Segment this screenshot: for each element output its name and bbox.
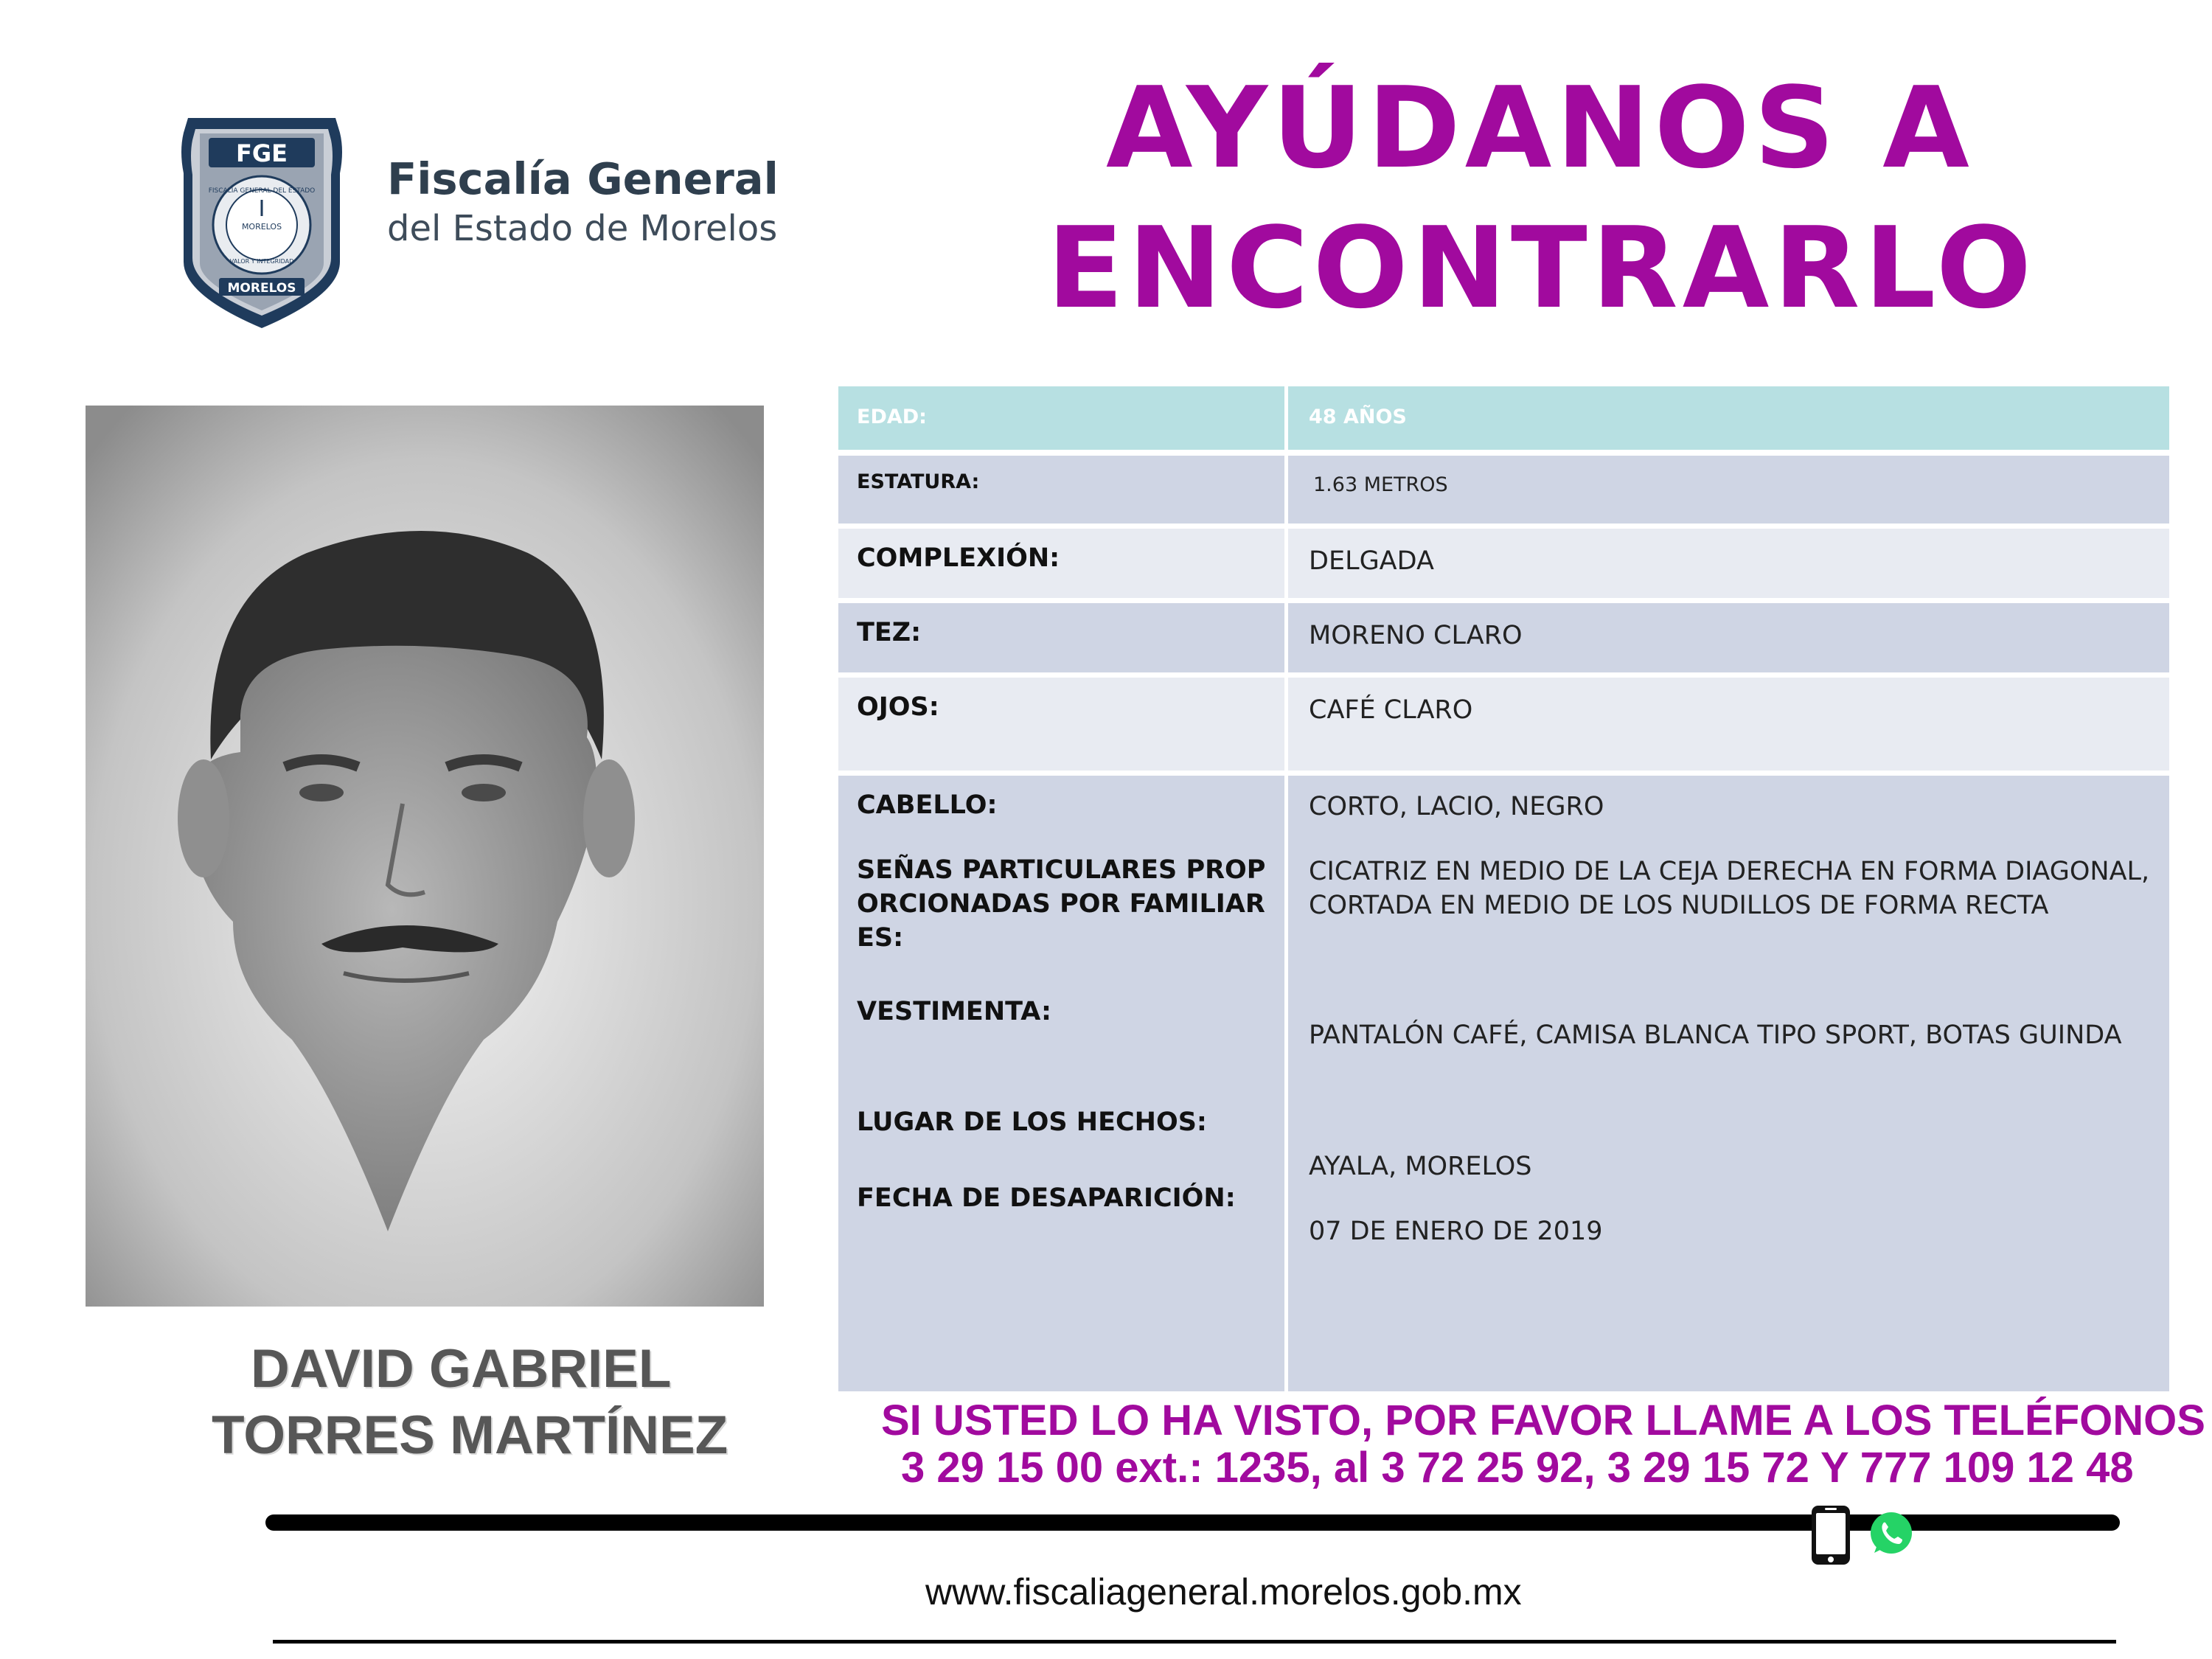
row-estatura-value-cell [1288, 456, 2169, 524]
row-ojos-label-cell [838, 678, 1284, 771]
edad-value: 48 AÑOS [1309, 406, 1407, 428]
fge-badge-logo [173, 107, 350, 335]
website-link[interactable]: www.fiscaliageneral.morelos.gob.mx [925, 1571, 1522, 1613]
details-table [838, 386, 2169, 1391]
row-edad-value-cell [1288, 386, 2169, 450]
details-block-values [1288, 776, 2169, 1391]
phone-numbers: 3 29 15 00 ext.: 1235, al 3 72 25 92, 3 29 15 72 Y 777 109 12 48 [901, 1444, 2134, 1492]
details-block-labels [838, 776, 1284, 1391]
senas-label-line-3: ES: [857, 923, 904, 953]
tez-value: MORENO CLARO [1309, 621, 1523, 650]
person-name-line-1: DAVID GABRIEL [251, 1339, 672, 1399]
headline-line-2: ENCONTRARLO [1047, 203, 2037, 333]
row-complexion-label-cell [838, 529, 1284, 598]
lugar-value: AYALA, MORELOS [1309, 1152, 1532, 1181]
row-complexion-value-cell [1288, 529, 2169, 598]
cabello-value: CORTO, LACIO, NEGRO [1309, 792, 1604, 821]
senas-value-line-2: CORTADA EN MEDIO DE LOS NUDILLOS DE FORMA RECTA [1309, 891, 2049, 920]
headline-line-1: AYÚDANOS A [1106, 63, 1974, 193]
person-name-line-2: TORRES MARTÍNEZ [212, 1405, 728, 1465]
estatura-label: ESTATURA: [857, 470, 980, 493]
row-edad-label-cell [838, 386, 1284, 450]
complexion-label: COMPLEXIÓN: [857, 543, 1060, 573]
fecha-value: 07 DE ENERO DE 2019 [1309, 1217, 1603, 1246]
org-name: Fiscalía General [387, 153, 779, 204]
senas-label-line-1: SEÑAS PARTICULARES PROP [857, 855, 1266, 885]
divider-thin [273, 1640, 2116, 1644]
tez-label: TEZ: [857, 618, 922, 647]
estatura-value: 1.63 METROS [1313, 473, 1448, 496]
lugar-label: LUGAR DE LOS HECHOS: [857, 1107, 1207, 1137]
ojos-label: OJOS: [857, 692, 939, 722]
call-to-action-text: SI USTED LO HA VISTO, POR FAVOR LLAME A LOS TELÉFONOS [881, 1397, 2205, 1444]
badge-motto-text: VALOR Y INTEGRIDAD [229, 258, 294, 265]
row-ojos-value-cell [1288, 678, 2169, 771]
row-tez-value-cell [1288, 603, 2169, 672]
badge-ring-text: FISCALÍA GENERAL DEL ESTADO [208, 187, 316, 195]
cabello-label: CABELLO: [857, 790, 998, 820]
ojos-value: CAFÉ CLARO [1309, 695, 1473, 725]
fecha-label: FECHA DE DESAPARICIÓN: [857, 1183, 1236, 1213]
badge-top-text: FGE [236, 139, 288, 167]
badge-bottom-text: MORELOS [227, 281, 296, 296]
whatsapp-icon [1867, 1509, 1916, 1557]
row-estatura-label-cell [838, 456, 1284, 524]
edad-label: EDAD: [857, 406, 927, 428]
missing-person-photo [86, 406, 764, 1307]
senas-label-line-2: ORCIONADAS POR FAMILIAR [857, 889, 1265, 919]
vestimenta-label: VESTIMENTA: [857, 997, 1052, 1026]
row-tez-label-cell [838, 603, 1284, 672]
mobile-phone-icon [1809, 1504, 1853, 1566]
badge-center-text: MORELOS [241, 222, 282, 232]
vestimenta-value: PANTALÓN CAFÉ, CAMISA BLANCA TIPO SPORT, BOTAS GUINDA [1309, 1020, 2122, 1050]
senas-value-line-1: CICATRIZ EN MEDIO DE LA CEJA DERECHA EN FORMA DIAGONAL, [1309, 857, 2150, 886]
org-subtitle: del Estado de Morelos [387, 208, 778, 249]
complexion-value: DELGADA [1309, 546, 1434, 576]
